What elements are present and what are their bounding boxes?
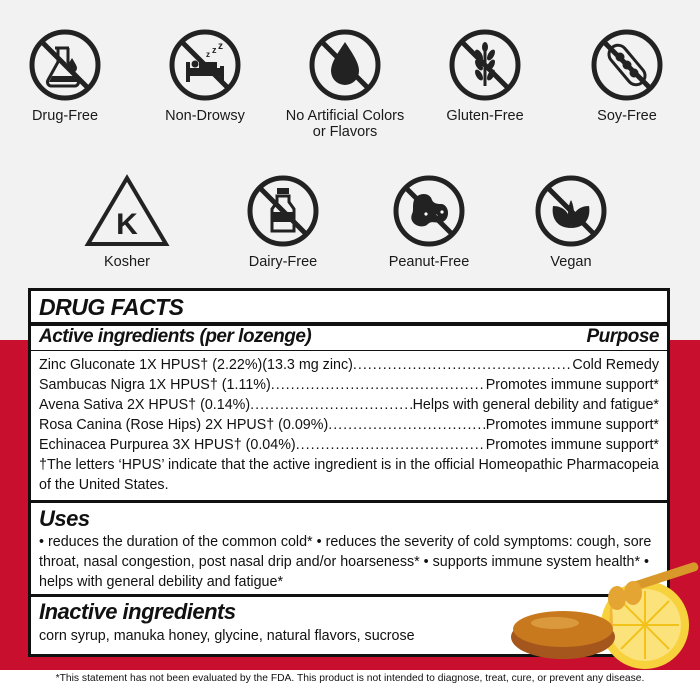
divider bbox=[31, 500, 667, 503]
soy-free-icon bbox=[590, 28, 664, 102]
kosher-badge bbox=[82, 174, 172, 270]
drug-facts-title: DRUG FACTS bbox=[39, 294, 184, 320]
icon-label: Dairy-Free bbox=[248, 254, 318, 270]
ingredient-purpose: Promotes immune support* bbox=[485, 437, 659, 453]
ingredient-name: Sambucas Nigra 1X HPUS† (1.11%) bbox=[39, 377, 271, 393]
peanut-free-icon bbox=[392, 174, 466, 248]
ingredient-name: Zinc Gluconate 1X HPUS† (2.22%)(13.3 mg zinc) bbox=[39, 357, 353, 373]
leader-dots bbox=[250, 395, 412, 415]
icon-label: Gluten-Free bbox=[446, 108, 524, 124]
svg-text:z: z bbox=[206, 50, 210, 59]
ingredient-name: Avena Sativa 2X HPUS† (0.14%) bbox=[39, 397, 251, 413]
purpose-header: Purpose bbox=[586, 326, 659, 347]
non-drowsy-icon bbox=[168, 28, 242, 102]
peanut-free-badge bbox=[384, 174, 474, 270]
ingredient-row bbox=[39, 395, 659, 415]
ingredient-row bbox=[39, 375, 659, 395]
no-artificial-badge bbox=[285, 28, 405, 140]
ingredient-purpose: Helps with general debility and fatigue* bbox=[412, 397, 659, 413]
leader-dots bbox=[353, 355, 573, 375]
soy-free-badge bbox=[582, 28, 672, 124]
uses-text: • reduces the duration of the common cold* • reduces the severity of cold symptoms: cough, sore throat, nasal congestion, post nasal drip and/or hoarseness* • supports immune system health* • helps with general debility and fatigue* bbox=[39, 534, 652, 590]
leader-dots bbox=[328, 415, 486, 435]
vegan-badge bbox=[526, 174, 616, 270]
ingredient-name: Echinacea Purpurea 3X HPUS† (0.04%) bbox=[39, 437, 296, 453]
icon-label: Peanut-Free bbox=[388, 254, 470, 270]
drug-free-badge bbox=[20, 28, 110, 124]
icon-label: Drug-Free bbox=[31, 108, 99, 124]
drug-free-icon bbox=[28, 28, 102, 102]
uses-title: Uses bbox=[39, 506, 90, 531]
ingredient-purpose: Promotes immune support* bbox=[485, 417, 659, 433]
hpus-note: †The letters ‘HPUS’ indicate that the active ingredient is in the official Homeopathic Pharmacopeia of the United States. bbox=[39, 457, 659, 493]
icon-label: Non-Drowsy bbox=[165, 108, 245, 124]
ingredient-purpose: Cold Remedy bbox=[572, 357, 659, 373]
ingredient-row bbox=[39, 355, 659, 375]
no-artificial-icon bbox=[308, 28, 382, 102]
dairy-free-badge bbox=[238, 174, 328, 270]
inactive-ingredients-text: corn syrup, manuka honey, glycine, natural flavors, sucrose bbox=[39, 628, 415, 644]
gluten-free-badge bbox=[440, 28, 530, 124]
kosher-icon bbox=[84, 174, 170, 248]
icon-label: No Artificial Colors or Flavors bbox=[285, 108, 405, 140]
leader-dots bbox=[296, 435, 486, 455]
fda-disclaimer: *This statement has not been evaluated by the FDA. This product is not intended to diagnose, treat, cure, or prevent any disease. bbox=[55, 673, 645, 684]
svg-text:z: z bbox=[212, 45, 217, 55]
non-drowsy-badge bbox=[160, 28, 250, 124]
divider bbox=[31, 350, 667, 351]
ingredient-name: Rosa Canina (Rose Hips) 2X HPUS† (0.09%) bbox=[39, 417, 329, 433]
gluten-free-icon bbox=[448, 28, 522, 102]
icon-label: Vegan bbox=[550, 254, 592, 270]
svg-text:z: z bbox=[218, 41, 223, 52]
inactive-ingredients-title: Inactive ingredients bbox=[39, 599, 236, 624]
ingredient-row bbox=[39, 435, 659, 455]
dairy-free-icon bbox=[246, 174, 320, 248]
ingredient-purpose: Promotes immune support* bbox=[485, 377, 659, 393]
active-ingredients-header: Active ingredients (per lozenge) bbox=[39, 326, 312, 347]
vegan-icon bbox=[534, 174, 608, 248]
icon-label: Kosher bbox=[104, 254, 150, 270]
leader-dots bbox=[271, 375, 486, 395]
lozenge-honey-lemon-image bbox=[505, 555, 700, 673]
icon-label: Soy-Free bbox=[597, 108, 657, 124]
svg-text:K: K bbox=[116, 208, 138, 241]
ingredient-row bbox=[39, 415, 659, 435]
